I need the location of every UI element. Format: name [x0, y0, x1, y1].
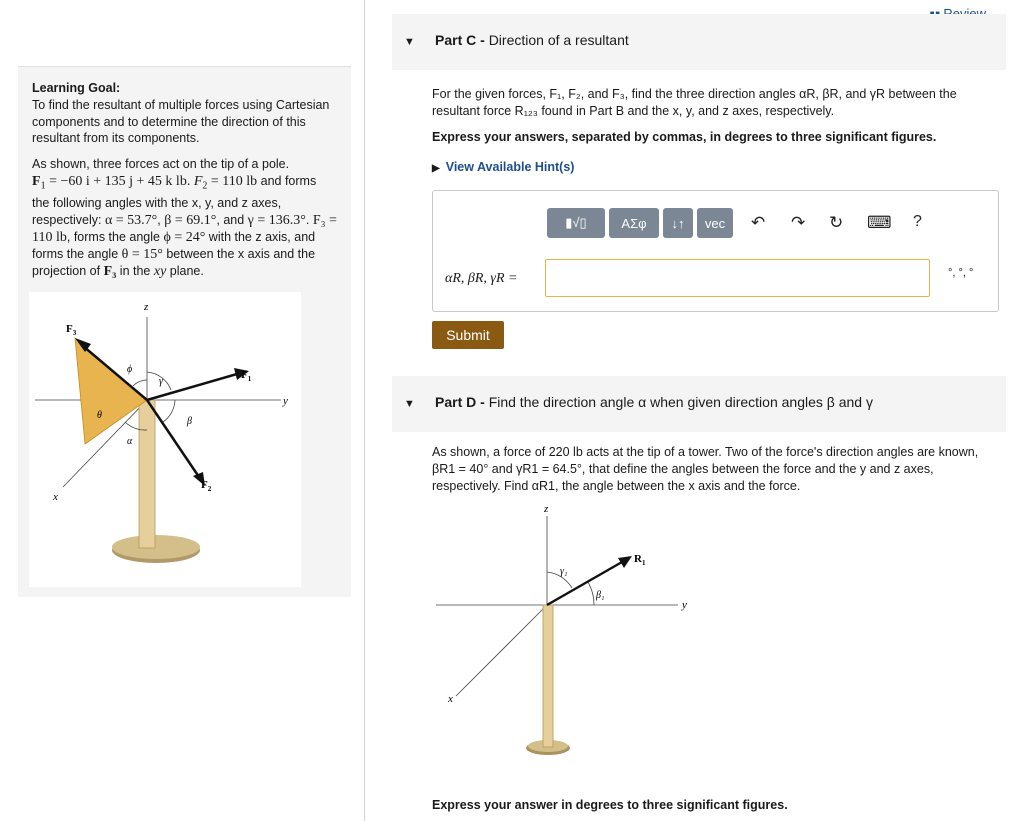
greek-symbols-button[interactable]: ΑΣφ	[609, 208, 659, 238]
r1-label: $R_1$	[634, 553, 646, 567]
learning-goal-title: Learning Goal:	[32, 81, 121, 95]
part-c-question: For the given forces, F₁, F₂, and F₃, find the three direction angles αR, βR, and γR between the resultant force R₁₂₃ found in Part B and the x, y, and z axes, respectively.	[432, 87, 957, 118]
panel-divider	[364, 0, 365, 821]
part-d-title: Find the direction angle α when given direction angles β and γ	[488, 394, 873, 410]
part-c-instructions: Express your answers, separated by commas, in degrees to three significant figures.	[432, 130, 937, 144]
keyboard-icon[interactable]: ⌨	[867, 213, 892, 232]
pole-base-top	[112, 535, 200, 559]
caret-right-icon: ▶	[432, 163, 440, 174]
gamma1-label: γ₁	[560, 566, 568, 577]
x-axis-label: x	[53, 491, 58, 503]
part-d-header[interactable]: ▼ Part D - Find the direction angle α when given direction angles β and γ	[392, 376, 1006, 432]
pole-forces-diagram	[29, 292, 301, 587]
r1-arrow	[547, 562, 622, 605]
alpha-label: α	[127, 436, 133, 447]
f1-label: $F_1$	[241, 369, 252, 383]
part-c-header[interactable]: ▼ Part C - Direction of a resultant	[392, 14, 1006, 70]
part-d-question: As shown, a force of 220 lb acts at the tip of a tower. Two of the force's direction angles are known, βR1 = 40° and γR1 = 64.5°, that define the angles between the force and the y and z axes, respectively. Find αR1, the angle between the x axis and the force.	[432, 445, 979, 493]
subscript-button[interactable]: ↓↑	[663, 208, 693, 238]
submit-button[interactable]: Submit	[432, 321, 504, 349]
phi-label: ϕ	[127, 364, 133, 375]
f3-label: $F_3$	[66, 323, 77, 337]
f2-label: $F_2$	[201, 479, 212, 493]
help-icon[interactable]: ?	[913, 213, 922, 230]
tower-force-figure	[430, 500, 700, 770]
collapse-triangle-icon[interactable]: ▼	[404, 398, 415, 410]
pole-forces-figure	[29, 292, 301, 587]
part-d-instructions: Express your answer in degrees to three significant figures.	[432, 798, 788, 812]
answer-input[interactable]	[545, 259, 930, 297]
x-axis-2	[456, 605, 547, 696]
units-label: °, °, °	[948, 267, 974, 279]
collapse-triangle-icon[interactable]: ▼	[404, 36, 415, 48]
redo-icon[interactable]: ↷	[791, 213, 806, 232]
part-c-title: Direction of a resultant	[488, 32, 629, 48]
problem-statement: As shown, three forces act on the tip of a pole. $F_1 = -60$ i + 135 j + 45 k lb. $F_2 = 110$ lb and forms the following angles with the x, y, and z axes, respectively: α = 53.7°, β = 69.1°, and γ = 136.3°. F₃ = 110 lb, forms the angle ϕ = 24° with the z axis, and forms the angle θ = 15° between the x axis and the projection of F₃ in the xy plane.	[32, 157, 337, 279]
undo-icon[interactable]: ↶	[751, 213, 766, 232]
y-axis-label: y	[283, 395, 288, 407]
pole	[139, 400, 155, 548]
view-hints-link[interactable]: ▶ View Available Hint(s)	[432, 160, 575, 174]
learning-goal-panel	[18, 66, 351, 597]
answer-label: αR, βR, γR =	[445, 271, 518, 286]
reset-icon[interactable]: ↻	[829, 213, 844, 232]
z-axis-label-2: z	[544, 503, 549, 515]
answer-box	[432, 190, 999, 312]
x-axis-label-2: x	[448, 693, 453, 705]
theta-label: θ	[97, 410, 102, 421]
templates-button[interactable]: ▮√▯	[547, 208, 605, 238]
tower-force-diagram	[430, 500, 700, 770]
gamma-label: γ	[159, 376, 163, 387]
learning-goal-text: To find the resultant of multiple forces using Cartesian components and to determine the direction of this resultant from its components.	[32, 98, 330, 145]
y-axis-label-2: y	[682, 599, 687, 611]
z-axis-label: z	[144, 301, 149, 313]
tower	[543, 605, 553, 747]
beta-label: β	[187, 416, 192, 427]
beta1-label: β₁	[596, 590, 605, 601]
vector-button[interactable]: vec	[697, 208, 733, 238]
